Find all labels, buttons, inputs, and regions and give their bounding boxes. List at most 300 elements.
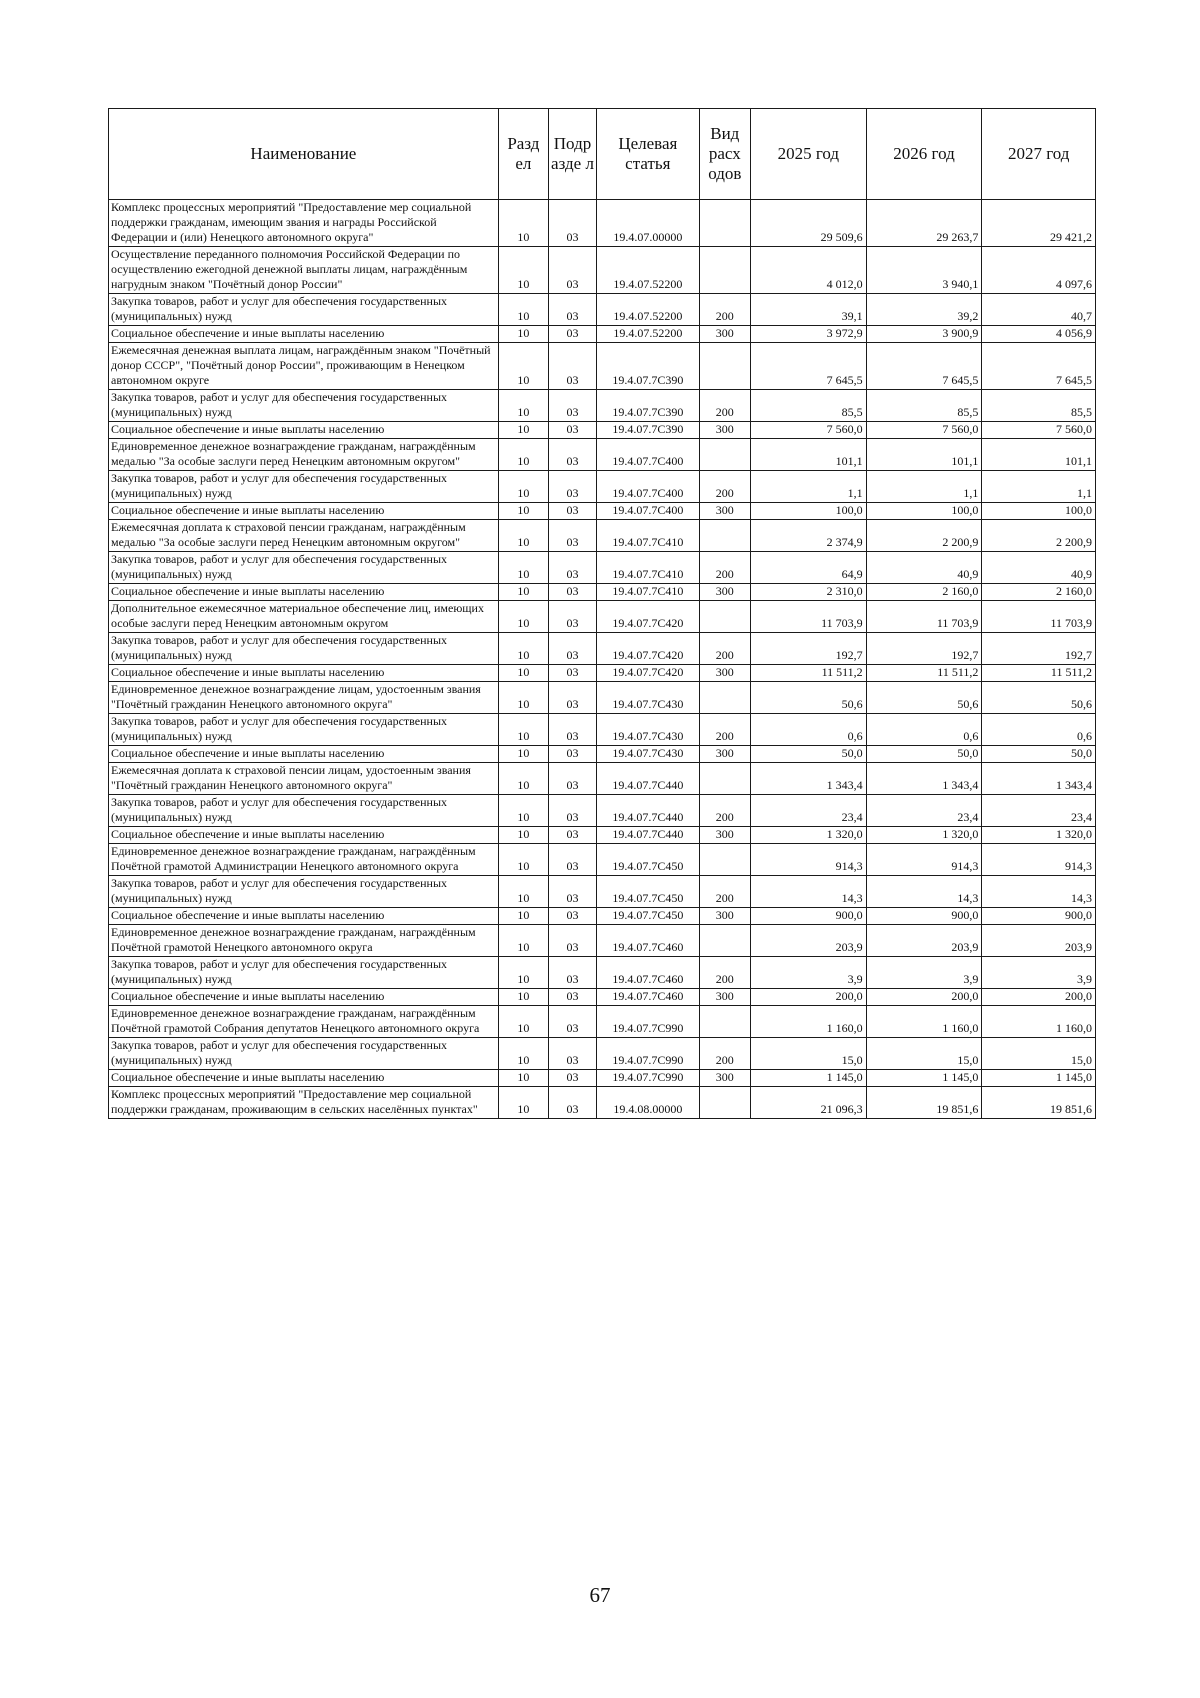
cell-subsection: 03 bbox=[548, 343, 596, 390]
table-row bbox=[109, 326, 1096, 343]
cell-section: 10 bbox=[498, 844, 548, 876]
cell-name: Закупка товаров, работ и услуг для обеспечения государственных (муниципальных) нужд bbox=[109, 552, 499, 584]
table-row bbox=[109, 552, 1096, 584]
table-body bbox=[109, 200, 1096, 1119]
cell-name: Ежемесячная доплата к страховой пенсии лицам, удостоенным звания "Почётный гражданин Ненецкого автономного округа" bbox=[109, 763, 499, 795]
cell-expense-type: 300 bbox=[699, 827, 750, 844]
cell-subsection: 03 bbox=[548, 763, 596, 795]
cell-expense-type bbox=[699, 520, 750, 552]
cell-name: Закупка товаров, работ и услуг для обеспечения государственных (муниципальных) нужд bbox=[109, 1038, 499, 1070]
cell-section: 10 bbox=[498, 471, 548, 503]
cell-2027: 1 145,0 bbox=[982, 1070, 1096, 1087]
cell-2027: 85,5 bbox=[982, 390, 1096, 422]
cell-subsection: 03 bbox=[548, 827, 596, 844]
cell-2026: 11 703,9 bbox=[866, 601, 982, 633]
cell-2025: 7 645,5 bbox=[750, 343, 866, 390]
cell-2025: 7 560,0 bbox=[750, 422, 866, 439]
cell-name: Единовременное денежное вознаграждение гражданам, награждённым Почётной грамотой Ненецкого автономного округа bbox=[109, 925, 499, 957]
cell-target: 19.4.07.7С410 bbox=[597, 584, 700, 601]
cell-2027: 7 645,5 bbox=[982, 343, 1096, 390]
cell-subsection: 03 bbox=[548, 552, 596, 584]
cell-subsection: 03 bbox=[548, 957, 596, 989]
cell-2026: 1 320,0 bbox=[866, 827, 982, 844]
cell-target: 19.4.07.7С440 bbox=[597, 795, 700, 827]
cell-section: 10 bbox=[498, 200, 548, 247]
table-row bbox=[109, 908, 1096, 925]
cell-target: 19.4.07.7С400 bbox=[597, 503, 700, 520]
cell-section: 10 bbox=[498, 876, 548, 908]
cell-section: 10 bbox=[498, 326, 548, 343]
table-row bbox=[109, 343, 1096, 390]
cell-target: 19.4.07.52200 bbox=[597, 294, 700, 326]
cell-2026: 914,3 bbox=[866, 844, 982, 876]
cell-2027: 100,0 bbox=[982, 503, 1096, 520]
cell-2025: 14,3 bbox=[750, 876, 866, 908]
header-section: Разд ел bbox=[498, 109, 548, 200]
cell-subsection: 03 bbox=[548, 294, 596, 326]
cell-name: Социальное обеспечение и иные выплаты населению bbox=[109, 665, 499, 682]
cell-name: Закупка товаров, работ и услуг для обеспечения государственных (муниципальных) нужд bbox=[109, 876, 499, 908]
cell-section: 10 bbox=[498, 925, 548, 957]
cell-2027: 15,0 bbox=[982, 1038, 1096, 1070]
cell-expense-type: 300 bbox=[699, 989, 750, 1006]
cell-2025: 64,9 bbox=[750, 552, 866, 584]
cell-section: 10 bbox=[498, 682, 548, 714]
cell-2027: 19 851,6 bbox=[982, 1087, 1096, 1119]
cell-target: 19.4.07.7С990 bbox=[597, 1038, 700, 1070]
cell-target: 19.4.07.7С400 bbox=[597, 471, 700, 503]
cell-expense-type bbox=[699, 925, 750, 957]
cell-name: Дополнительное ежемесячное материальное обеспечение лиц, имеющих особые заслуги перед Ненецким автономным округом bbox=[109, 601, 499, 633]
budget-table-sheet bbox=[108, 108, 1096, 1119]
cell-subsection: 03 bbox=[548, 876, 596, 908]
cell-2026: 39,2 bbox=[866, 294, 982, 326]
cell-section: 10 bbox=[498, 601, 548, 633]
cell-subsection: 03 bbox=[548, 925, 596, 957]
cell-target: 19.4.07.7С440 bbox=[597, 827, 700, 844]
cell-expense-type: 300 bbox=[699, 665, 750, 682]
cell-2027: 2 200,9 bbox=[982, 520, 1096, 552]
cell-2025: 15,0 bbox=[750, 1038, 866, 1070]
table-row bbox=[109, 1070, 1096, 1087]
cell-2026: 23,4 bbox=[866, 795, 982, 827]
cell-2027: 40,7 bbox=[982, 294, 1096, 326]
cell-target: 19.4.07.7С420 bbox=[597, 601, 700, 633]
cell-target: 19.4.07.7С430 bbox=[597, 746, 700, 763]
cell-expense-type: 200 bbox=[699, 471, 750, 503]
cell-2025: 3,9 bbox=[750, 957, 866, 989]
cell-expense-type bbox=[699, 439, 750, 471]
cell-subsection: 03 bbox=[548, 1006, 596, 1038]
cell-name: Закупка товаров, работ и услуг для обеспечения государственных (муниципальных) нужд bbox=[109, 795, 499, 827]
header-expense-type: Вид расх одов bbox=[699, 109, 750, 200]
cell-section: 10 bbox=[498, 422, 548, 439]
cell-2025: 11 703,9 bbox=[750, 601, 866, 633]
cell-expense-type bbox=[699, 601, 750, 633]
cell-section: 10 bbox=[498, 1087, 548, 1119]
cell-expense-type: 300 bbox=[699, 908, 750, 925]
page-number: 67 bbox=[589, 1583, 611, 1607]
cell-name: Единовременное денежное вознаграждение гражданам, награждённым Почётной грамотой Администрации Ненецкого автономного округа bbox=[109, 844, 499, 876]
cell-2026: 1 145,0 bbox=[866, 1070, 982, 1087]
cell-2027: 50,0 bbox=[982, 746, 1096, 763]
cell-2026: 192,7 bbox=[866, 633, 982, 665]
cell-expense-type: 200 bbox=[699, 1038, 750, 1070]
cell-2027: 1 320,0 bbox=[982, 827, 1096, 844]
cell-subsection: 03 bbox=[548, 908, 596, 925]
table-row bbox=[109, 925, 1096, 957]
cell-2026: 85,5 bbox=[866, 390, 982, 422]
cell-2026: 14,3 bbox=[866, 876, 982, 908]
cell-2025: 21 096,3 bbox=[750, 1087, 866, 1119]
cell-name: Социальное обеспечение и иные выплаты населению bbox=[109, 908, 499, 925]
cell-2026: 50,0 bbox=[866, 746, 982, 763]
cell-subsection: 03 bbox=[548, 390, 596, 422]
cell-target: 19.4.07.52200 bbox=[597, 326, 700, 343]
cell-2025: 900,0 bbox=[750, 908, 866, 925]
cell-2025: 1 343,4 bbox=[750, 763, 866, 795]
cell-target: 19.4.07.7С990 bbox=[597, 1006, 700, 1038]
cell-target: 19.4.07.7С450 bbox=[597, 908, 700, 925]
cell-expense-type: 200 bbox=[699, 957, 750, 989]
cell-target: 19.4.07.7С440 bbox=[597, 763, 700, 795]
cell-2025: 1,1 bbox=[750, 471, 866, 503]
cell-target: 19.4.07.7С450 bbox=[597, 876, 700, 908]
cell-target: 19.4.07.00000 bbox=[597, 200, 700, 247]
cell-expense-type: 200 bbox=[699, 633, 750, 665]
cell-name: Социальное обеспечение и иные выплаты населению bbox=[109, 827, 499, 844]
table-row bbox=[109, 844, 1096, 876]
table-row bbox=[109, 1087, 1096, 1119]
cell-name: Закупка товаров, работ и услуг для обеспечения государственных (муниципальных) нужд bbox=[109, 957, 499, 989]
table-header-row bbox=[109, 109, 1096, 200]
cell-section: 10 bbox=[498, 584, 548, 601]
cell-target: 19.4.07.7С460 bbox=[597, 925, 700, 957]
header-2025: 2025 год bbox=[750, 109, 866, 200]
cell-subsection: 03 bbox=[548, 1087, 596, 1119]
header-2027: 2027 год bbox=[982, 109, 1096, 200]
cell-expense-type: 200 bbox=[699, 390, 750, 422]
cell-expense-type bbox=[699, 844, 750, 876]
cell-2027: 101,1 bbox=[982, 439, 1096, 471]
cell-2027: 2 160,0 bbox=[982, 584, 1096, 601]
cell-expense-type bbox=[699, 247, 750, 294]
cell-2025: 50,6 bbox=[750, 682, 866, 714]
cell-expense-type bbox=[699, 343, 750, 390]
cell-2026: 7 560,0 bbox=[866, 422, 982, 439]
cell-section: 10 bbox=[498, 795, 548, 827]
cell-section: 10 bbox=[498, 294, 548, 326]
cell-expense-type bbox=[699, 682, 750, 714]
cell-target: 19.4.07.7С430 bbox=[597, 714, 700, 746]
cell-name: Комплекс процессных мероприятий "Предоставление мер социальной поддержки гражданам, имеющим звания и награды Российской Федерации и (или) Ненецкого автономного округа" bbox=[109, 200, 499, 247]
table-row bbox=[109, 876, 1096, 908]
cell-2025: 100,0 bbox=[750, 503, 866, 520]
table-row bbox=[109, 584, 1096, 601]
table-row bbox=[109, 601, 1096, 633]
cell-2025: 23,4 bbox=[750, 795, 866, 827]
cell-target: 19.4.07.7С990 bbox=[597, 1070, 700, 1087]
cell-subsection: 03 bbox=[548, 714, 596, 746]
cell-subsection: 03 bbox=[548, 633, 596, 665]
table-row bbox=[109, 200, 1096, 247]
cell-2025: 200,0 bbox=[750, 989, 866, 1006]
cell-name: Закупка товаров, работ и услуг для обеспечения государственных (муниципальных) нужд bbox=[109, 471, 499, 503]
cell-section: 10 bbox=[498, 439, 548, 471]
table-row bbox=[109, 422, 1096, 439]
table-row bbox=[109, 795, 1096, 827]
cell-2027: 11 511,2 bbox=[982, 665, 1096, 682]
cell-2025: 11 511,2 bbox=[750, 665, 866, 682]
cell-subsection: 03 bbox=[548, 471, 596, 503]
cell-expense-type: 300 bbox=[699, 422, 750, 439]
cell-name: Закупка товаров, работ и услуг для обеспечения государственных (муниципальных) нужд bbox=[109, 714, 499, 746]
cell-target: 19.4.07.7С400 bbox=[597, 439, 700, 471]
cell-section: 10 bbox=[498, 247, 548, 294]
cell-2027: 900,0 bbox=[982, 908, 1096, 925]
cell-expense-type: 200 bbox=[699, 876, 750, 908]
cell-2025: 1 320,0 bbox=[750, 827, 866, 844]
cell-target: 19.4.08.00000 bbox=[597, 1087, 700, 1119]
cell-name: Социальное обеспечение и иные выплаты населению bbox=[109, 746, 499, 763]
cell-2025: 914,3 bbox=[750, 844, 866, 876]
cell-2025: 101,1 bbox=[750, 439, 866, 471]
cell-section: 10 bbox=[498, 633, 548, 665]
budget-table bbox=[108, 108, 1096, 1119]
cell-expense-type: 300 bbox=[699, 326, 750, 343]
cell-2026: 40,9 bbox=[866, 552, 982, 584]
cell-subsection: 03 bbox=[548, 1038, 596, 1070]
table-row bbox=[109, 665, 1096, 682]
cell-section: 10 bbox=[498, 746, 548, 763]
table-row bbox=[109, 294, 1096, 326]
cell-2027: 14,3 bbox=[982, 876, 1096, 908]
cell-2026: 19 851,6 bbox=[866, 1087, 982, 1119]
cell-name: Ежемесячная денежная выплата лицам, награждённым знаком "Почётный донор СССР", "Почётный донор России", проживающим в Ненецком автономном округе bbox=[109, 343, 499, 390]
cell-subsection: 03 bbox=[548, 665, 596, 682]
cell-subsection: 03 bbox=[548, 247, 596, 294]
cell-expense-type bbox=[699, 763, 750, 795]
cell-expense-type: 200 bbox=[699, 294, 750, 326]
cell-2026: 3 940,1 bbox=[866, 247, 982, 294]
cell-2026: 100,0 bbox=[866, 503, 982, 520]
table-row bbox=[109, 471, 1096, 503]
cell-name: Социальное обеспечение и иные выплаты населению bbox=[109, 989, 499, 1006]
cell-2026: 1,1 bbox=[866, 471, 982, 503]
cell-2025: 1 160,0 bbox=[750, 1006, 866, 1038]
cell-subsection: 03 bbox=[548, 682, 596, 714]
cell-2027: 914,3 bbox=[982, 844, 1096, 876]
cell-subsection: 03 bbox=[548, 503, 596, 520]
cell-2027: 4 097,6 bbox=[982, 247, 1096, 294]
table-row bbox=[109, 714, 1096, 746]
cell-2025: 4 012,0 bbox=[750, 247, 866, 294]
cell-2027: 1 160,0 bbox=[982, 1006, 1096, 1038]
cell-2025: 2 310,0 bbox=[750, 584, 866, 601]
cell-2025: 85,5 bbox=[750, 390, 866, 422]
table-row bbox=[109, 633, 1096, 665]
cell-subsection: 03 bbox=[548, 439, 596, 471]
cell-2026: 1 160,0 bbox=[866, 1006, 982, 1038]
cell-2026: 15,0 bbox=[866, 1038, 982, 1070]
cell-subsection: 03 bbox=[548, 584, 596, 601]
cell-2025: 2 374,9 bbox=[750, 520, 866, 552]
cell-target: 19.4.07.7С460 bbox=[597, 989, 700, 1006]
cell-section: 10 bbox=[498, 1038, 548, 1070]
header-subsection: Подр азде л bbox=[548, 109, 596, 200]
cell-2027: 50,6 bbox=[982, 682, 1096, 714]
cell-2026: 203,9 bbox=[866, 925, 982, 957]
cell-2025: 50,0 bbox=[750, 746, 866, 763]
cell-2027: 203,9 bbox=[982, 925, 1096, 957]
cell-2025: 203,9 bbox=[750, 925, 866, 957]
cell-2026: 3 900,9 bbox=[866, 326, 982, 343]
cell-section: 10 bbox=[498, 343, 548, 390]
cell-2025: 3 972,9 bbox=[750, 326, 866, 343]
cell-2026: 29 263,7 bbox=[866, 200, 982, 247]
cell-2026: 7 645,5 bbox=[866, 343, 982, 390]
table-row bbox=[109, 957, 1096, 989]
table-row bbox=[109, 827, 1096, 844]
cell-2027: 3,9 bbox=[982, 957, 1096, 989]
cell-name: Единовременное денежное вознаграждение лицам, удостоенным звания "Почётный гражданин Ненецкого автономного округа" bbox=[109, 682, 499, 714]
header-2026: 2026 год bbox=[866, 109, 982, 200]
header-name: Наименование bbox=[109, 109, 499, 200]
cell-expense-type bbox=[699, 1087, 750, 1119]
cell-target: 19.4.07.52200 bbox=[597, 247, 700, 294]
cell-target: 19.4.07.7С390 bbox=[597, 390, 700, 422]
cell-expense-type: 300 bbox=[699, 584, 750, 601]
cell-name: Комплекс процессных мероприятий "Предоставление мер социальной поддержки гражданам, проживающим в сельских населённых пунктах" bbox=[109, 1087, 499, 1119]
cell-2027: 0,6 bbox=[982, 714, 1096, 746]
cell-2026: 3,9 bbox=[866, 957, 982, 989]
cell-target: 19.4.07.7С430 bbox=[597, 682, 700, 714]
cell-section: 10 bbox=[498, 957, 548, 989]
cell-subsection: 03 bbox=[548, 844, 596, 876]
cell-2025: 1 145,0 bbox=[750, 1070, 866, 1087]
cell-subsection: 03 bbox=[548, 326, 596, 343]
cell-target: 19.4.07.7С390 bbox=[597, 422, 700, 439]
cell-2026: 2 160,0 bbox=[866, 584, 982, 601]
cell-2026: 200,0 bbox=[866, 989, 982, 1006]
cell-2026: 101,1 bbox=[866, 439, 982, 471]
cell-expense-type: 200 bbox=[699, 714, 750, 746]
table-row bbox=[109, 439, 1096, 471]
cell-subsection: 03 bbox=[548, 1070, 596, 1087]
table-row bbox=[109, 1006, 1096, 1038]
cell-2025: 0,6 bbox=[750, 714, 866, 746]
cell-expense-type bbox=[699, 200, 750, 247]
table-row bbox=[109, 682, 1096, 714]
cell-2025: 29 509,6 bbox=[750, 200, 866, 247]
table-row bbox=[109, 503, 1096, 520]
cell-section: 10 bbox=[498, 989, 548, 1006]
cell-subsection: 03 bbox=[548, 795, 596, 827]
cell-name: Единовременное денежное вознаграждение гражданам, награждённым медалью "За особые заслуги перед Ненецким автономным округом" bbox=[109, 439, 499, 471]
cell-target: 19.4.07.7С410 bbox=[597, 552, 700, 584]
cell-name: Единовременное денежное вознаграждение гражданам, награждённым Почётной грамотой Собрания депутатов Ненецкого автономного округа bbox=[109, 1006, 499, 1038]
cell-name: Социальное обеспечение и иные выплаты населению bbox=[109, 1070, 499, 1087]
cell-2027: 200,0 bbox=[982, 989, 1096, 1006]
header-target: Целевая статья bbox=[597, 109, 700, 200]
table-row bbox=[109, 390, 1096, 422]
cell-name: Закупка товаров, работ и услуг для обеспечения государственных (муниципальных) нужд bbox=[109, 294, 499, 326]
cell-name: Осуществление переданного полномочия Российской Федерации по осуществлению ежегодной денежной выплаты лицам, награждённым нагрудным знаком "Почётный донор России" bbox=[109, 247, 499, 294]
cell-subsection: 03 bbox=[548, 520, 596, 552]
cell-section: 10 bbox=[498, 390, 548, 422]
cell-section: 10 bbox=[498, 908, 548, 925]
cell-2027: 4 056,9 bbox=[982, 326, 1096, 343]
cell-2027: 192,7 bbox=[982, 633, 1096, 665]
cell-2027: 1,1 bbox=[982, 471, 1096, 503]
cell-expense-type: 300 bbox=[699, 746, 750, 763]
cell-target: 19.4.07.7С420 bbox=[597, 633, 700, 665]
table-row bbox=[109, 763, 1096, 795]
cell-section: 10 bbox=[498, 503, 548, 520]
cell-section: 10 bbox=[498, 1006, 548, 1038]
cell-section: 10 bbox=[498, 1070, 548, 1087]
cell-target: 19.4.07.7С420 bbox=[597, 665, 700, 682]
table-row bbox=[109, 247, 1096, 294]
cell-subsection: 03 bbox=[548, 601, 596, 633]
cell-expense-type: 300 bbox=[699, 1070, 750, 1087]
cell-expense-type: 200 bbox=[699, 552, 750, 584]
cell-2025: 192,7 bbox=[750, 633, 866, 665]
cell-name: Социальное обеспечение и иные выплаты населению bbox=[109, 503, 499, 520]
cell-section: 10 bbox=[498, 520, 548, 552]
cell-section: 10 bbox=[498, 763, 548, 795]
cell-2026: 900,0 bbox=[866, 908, 982, 925]
cell-section: 10 bbox=[498, 714, 548, 746]
cell-subsection: 03 bbox=[548, 746, 596, 763]
cell-name: Закупка товаров, работ и услуг для обеспечения государственных (муниципальных) нужд bbox=[109, 390, 499, 422]
cell-2026: 2 200,9 bbox=[866, 520, 982, 552]
cell-2026: 0,6 bbox=[866, 714, 982, 746]
cell-section: 10 bbox=[498, 552, 548, 584]
cell-name: Социальное обеспечение и иные выплаты населению bbox=[109, 422, 499, 439]
cell-section: 10 bbox=[498, 665, 548, 682]
cell-expense-type bbox=[699, 1006, 750, 1038]
cell-name: Социальное обеспечение и иные выплаты населению bbox=[109, 326, 499, 343]
cell-target: 19.4.07.7С460 bbox=[597, 957, 700, 989]
table-row bbox=[109, 746, 1096, 763]
cell-2027: 7 560,0 bbox=[982, 422, 1096, 439]
table-row bbox=[109, 1038, 1096, 1070]
cell-name: Социальное обеспечение и иные выплаты населению bbox=[109, 584, 499, 601]
cell-expense-type: 300 bbox=[699, 503, 750, 520]
cell-2026: 11 511,2 bbox=[866, 665, 982, 682]
cell-2027: 40,9 bbox=[982, 552, 1096, 584]
cell-section: 10 bbox=[498, 827, 548, 844]
cell-target: 19.4.07.7С450 bbox=[597, 844, 700, 876]
cell-2027: 11 703,9 bbox=[982, 601, 1096, 633]
table-row bbox=[109, 989, 1096, 1006]
cell-name: Ежемесячная доплата к страховой пенсии гражданам, награждённым медалью "За особые заслуги перед Ненецким автономным округом" bbox=[109, 520, 499, 552]
cell-expense-type: 200 bbox=[699, 795, 750, 827]
cell-target: 19.4.07.7С390 bbox=[597, 343, 700, 390]
cell-subsection: 03 bbox=[548, 989, 596, 1006]
cell-2027: 29 421,2 bbox=[982, 200, 1096, 247]
cell-target: 19.4.07.7С410 bbox=[597, 520, 700, 552]
cell-2027: 23,4 bbox=[982, 795, 1096, 827]
cell-name: Закупка товаров, работ и услуг для обеспечения государственных (муниципальных) нужд bbox=[109, 633, 499, 665]
cell-2027: 1 343,4 bbox=[982, 763, 1096, 795]
table-row bbox=[109, 520, 1096, 552]
cell-2026: 1 343,4 bbox=[866, 763, 982, 795]
cell-subsection: 03 bbox=[548, 200, 596, 247]
cell-2026: 50,6 bbox=[866, 682, 982, 714]
cell-2025: 39,1 bbox=[750, 294, 866, 326]
